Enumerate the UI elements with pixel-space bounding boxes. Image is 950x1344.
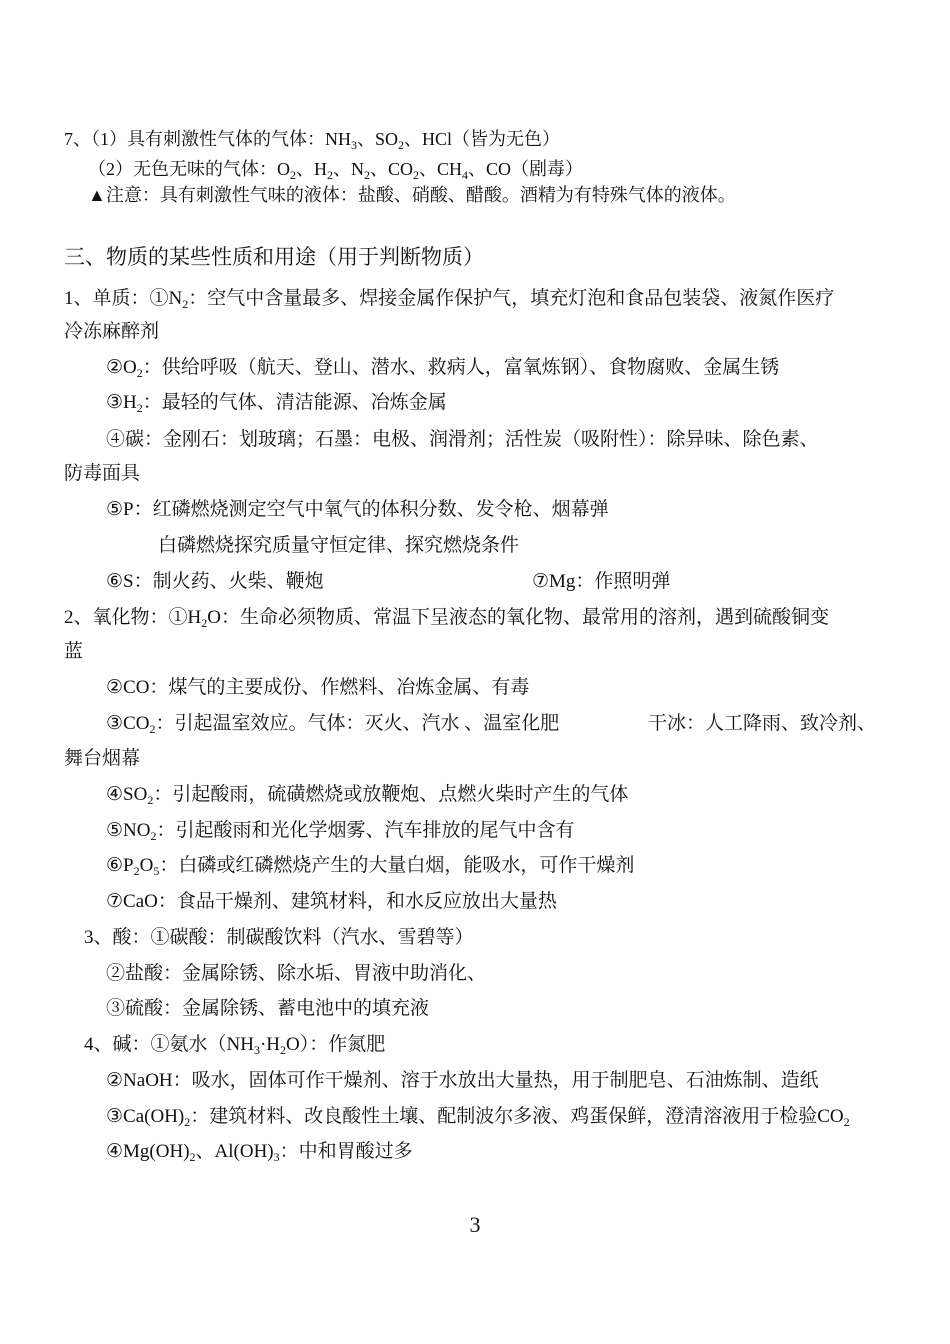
text-line: 冷冻麻醉剂 [64, 321, 160, 342]
text-line: $③Ca(OH)_2$：建筑材料、改良酸性土壤、配制波尔多液、鸡蛋保鲜，澄清溶液用于检验$CO_2$ [106, 1106, 850, 1129]
text-line: 舞台烟幕 [64, 748, 141, 769]
text-line: $④Mg(OH)_2$、$Al(OH)_3$：中和胃酸过多 [106, 1141, 413, 1164]
text-line: ②盐酸：金属除锈、除水垢、胃液中助消化、 [106, 963, 487, 984]
text-line: ②CO：煤气的主要成份、作燃料、冶炼金属、有毒 [106, 677, 530, 698]
text-line: （2）无色无味的气体：$O_2$、$H_2$、$N_2$、$CO_2$、$CH_4$、CO（剧毒） [88, 159, 584, 182]
text-line: ⑤P：红磷燃烧测定空气中氧气的体积分数、发令枪、烟幕弹 [106, 499, 609, 520]
text-line: 干冰：人工降雨、致冷剂、 [648, 713, 877, 734]
text-line: ③硫酸：金属除锈、蓄电池中的填充液 [106, 998, 430, 1019]
text-line: $⑥P_2O_5$：白磷或红磷燃烧产生的大量白烟，能吸水，可作干燥剂 [106, 855, 635, 878]
text-line: 4、碱：①氨水$(NH_3\cdot H_2O)$：作氮肥 [84, 1034, 386, 1057]
text-line: $④SO_2$：引起酸雨，硫磺燃烧或放鞭炮、点燃火柴时产生的气体 [106, 784, 629, 807]
text-line: 蓝 [64, 641, 84, 662]
text-line: 白磷燃烧探究质量守恒定律、探究燃烧条件 [158, 535, 520, 556]
section-heading: 三、物质的某些性质和用途（用于判断物质） [64, 245, 484, 269]
text-line: ▲注意：具有刺激性气味的液体：盐酸、硝酸、醋酸。酒精为有特殊气体的液体。 [88, 185, 736, 205]
text-line: ②NaOH：吸水，固体可作干燥剂、溶于水放出大量热，用于制肥皂、石油炼制、造纸 [106, 1070, 819, 1091]
text-line: 3、酸：①碳酸：制碳酸饮料（汽水、雪碧等） [84, 927, 474, 948]
text-line: $⑤NO_2$：引起酸雨和光化学烟雾、汽车排放的尾气中含有 [106, 820, 575, 843]
page-number: 3 [469, 1212, 481, 1237]
text-line: ④碳：金刚石：划玻璃；石墨：电极、润滑剂；活性炭（吸附性）：除异味、除色素、 [106, 429, 819, 450]
text-line: 1、单质：$①N_2$：空气中含量最多、焊接金属作保护气，填充灯泡和食品包装袋、液氮作医疗 [64, 288, 835, 311]
text-line: $③CO_2$：引起温室效应。气体：灭火、汽水 、温室化肥 [106, 713, 560, 736]
text-line: 防毒面具 [64, 463, 141, 484]
text-line: ⑦CaO：食品干燥剂、建筑材料，和水反应放出大量热 [106, 891, 557, 912]
text-line: $②O_2$：供给呼吸（航天、登山、潜水、救病人，富氧炼钢）、食物腐败、金属生锈 [106, 357, 780, 380]
text-line: 2、氧化物：$①H_2O$：生命必须物质、常温下呈液态的氧化物、最常用的溶剂，遇到硫酸铜变 [64, 607, 829, 630]
text-line: ⑦Mg：作照明弹 [532, 571, 671, 592]
text-line: ⑥S：制火药、火柴、鞭炮 [106, 571, 324, 592]
text-line: $③H_2$：最轻的气体、清洁能源、冶炼金属 [106, 392, 447, 415]
text-line: 7、（1）具有刺激性气体的气体：$NH_3$、$SO_2$、HCl（皆为无色） [64, 129, 561, 152]
